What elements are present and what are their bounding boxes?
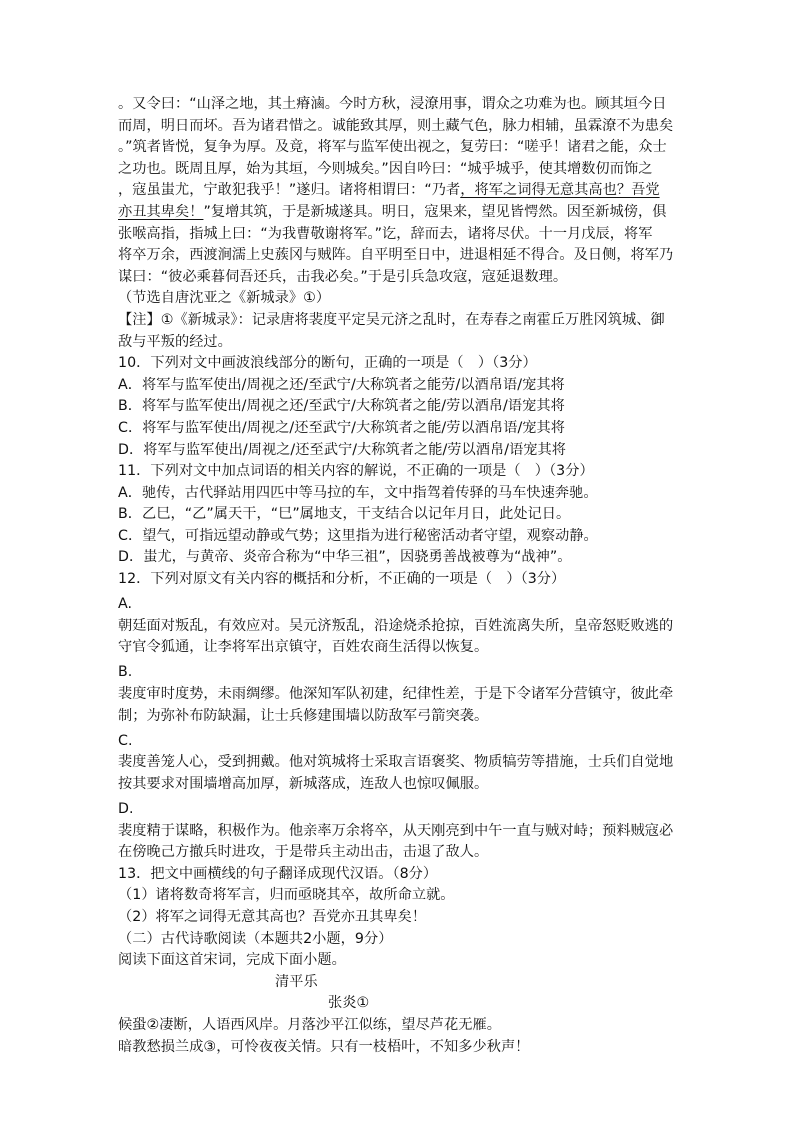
q10-option: C．将军与监军使出/周视之/还至武宁/大称筑者之能/劳以酒帛语/宠其将 bbox=[118, 419, 565, 436]
underlined-sentence: 亦丑其卑矣！ bbox=[118, 203, 204, 220]
poem-title: 清平乐 bbox=[275, 973, 318, 990]
poem-line: 候蛩②凄断，人语西风岸。月落沙平江似练，望尽芦花无雁。 bbox=[118, 1016, 501, 1033]
underlined-sentence: ，将军之词得无意其高也？吾党 bbox=[460, 182, 660, 199]
section-heading: （二）古代诗歌阅读（本题共2小题，9分） bbox=[118, 930, 393, 947]
q12-option-text: 裴度审时度势，未雨绸缪。他深知军队初建，纪律性差，于是下令诸军分营镇守，彼此牵 bbox=[118, 686, 674, 703]
q12-option-letter: B. bbox=[118, 664, 133, 681]
q12-option-text: 在傍晚己方撤兵时进攻，于是带兵主动出击，击退了敌人。 bbox=[118, 844, 489, 861]
passage-line: 之功也。既周且厚，始为其垣，今则城矣。”因自吟曰：“城乎城乎，使其增数仞而饰之 bbox=[118, 160, 653, 177]
q10-option: A．将军与监军使出/周视之还/至武宁/大称筑者之能劳/以酒帛语/宠其将 bbox=[118, 376, 565, 393]
passage-source: （节选自唐沈亚之《新城录》①） bbox=[118, 290, 331, 307]
passage-line: 。”筑者皆悦，复争为厚。及竟，将军与监军使出视之，复劳曰：“嗟乎！诸君之能，众士 bbox=[118, 139, 667, 156]
q11-option: B．乙巳，“乙”属天干，“巳”属地支，干支结合以记年月日，此处记日。 bbox=[118, 506, 571, 523]
q12-option-text: 守官令狐通，让李将军出京镇守，百姓农商生活得以恢复。 bbox=[118, 639, 489, 656]
document-page bbox=[118, 94, 674, 1058]
note-line: 【注】①《新城录》：记录唐将裴度平定吴元济之乱时，在寿春之南霍丘万胜冈筑城、御 bbox=[118, 311, 665, 328]
q12-option-text: 按其要求对围墙增高加厚，新城落成，连敌人也惊叹佩服。 bbox=[118, 775, 489, 792]
passage-line bbox=[118, 180, 670, 202]
poem-author: 张炎① bbox=[328, 995, 370, 1012]
passage-line: 张喉高指，指城上曰：“为我曹敬谢将军。”讫，辞而去，诸将尽伏。十一月戊辰，将军 bbox=[118, 225, 653, 242]
question-10-stem: 10．下列对文中画波浪线部分的断句，正确的一项是（ ）（3分） bbox=[118, 355, 537, 372]
passage-line bbox=[118, 202, 670, 224]
q11-option: D．蚩尤，与黄帝、炎帝合称为“中华三祖”，因骁勇善战被尊为“战神”。 bbox=[118, 549, 572, 566]
poetry-instruction: 阅读下面这首宋词，完成下面小题。 bbox=[118, 952, 346, 969]
passage-line: 将卒万余，西渡涧濡上史蔟冈与贼阵。自平明至日中，进退相延不得合。及日侧，将军乃 bbox=[118, 247, 674, 264]
q10-option: D．将军与监军使出/周视之/还至武宁/大称筑者之能/劳以酒帛/语宠其将 bbox=[118, 441, 567, 458]
q11-option: A．驰传，古代驿站用四匹中等马拉的车，文中指驾着传驿的马车快速奔驰。 bbox=[118, 484, 598, 501]
q13-item: （1）诸将数奇将军言，归而亟晓其卒，故所命立就。 bbox=[118, 887, 455, 904]
q12-option-letter: D. bbox=[118, 801, 134, 817]
passage-text: ”复增其筑，于是新城遂具。明日，寇果来，望见皆愕然。因至新城傍，俱 bbox=[203, 203, 667, 220]
q12-option-letter: C. bbox=[118, 732, 133, 749]
passage-line: 。又令曰：“山泽之地，其土瘠滷。今时方秋，浸潦用事，谓众之功难为也。顾其垣今日 bbox=[118, 96, 667, 112]
passage-line: 谋曰：“彼必乘暮伺吾还兵，击我必矣。”于是引兵急攻寇，寇延退数理。 bbox=[118, 268, 568, 285]
note-line: 敌与平叛的经过。 bbox=[118, 333, 232, 350]
q10-option: B．将军与监军使出/周视之还/至武宁/大称筑者之能/劳以酒帛/语宠其将 bbox=[118, 398, 565, 415]
q11-option: C．望气，可指远望动静或气势；这里指为进行秘密活动者守望，观察动静。 bbox=[118, 527, 598, 544]
question-13-stem: 13．把文中画横线的句子翻译成现代汉语。（8分） bbox=[118, 865, 438, 882]
q12-option-text: 朝廷面对叛乱，有效应对。吴元济叛乱，沿途烧杀抢掠，百姓流离失所，皇帝怒贬败逃的 bbox=[118, 617, 674, 634]
q12-option-text: 制；为弥补布防缺漏，让士兵修建围墙以防敌军弓箭突袭。 bbox=[118, 707, 489, 724]
passage-text: ，寇虽蚩尤，宁敢犯我乎！”遂归。诸将相谓曰：“乃者 bbox=[118, 182, 461, 199]
question-11-stem: 11．下列对文中加点词语的相关内容的解说，不正确的一项是（ ）（3分） bbox=[118, 463, 594, 480]
poem-line: 暗教愁损兰成③，可怜夜夜关情。只有一枝梧叶，不知多少秋声！ bbox=[118, 1038, 530, 1055]
passage-line: 而周，明日而坏。吾为诸君惜之。诚能致其厚，则土藏气色，脉力相辅，虽霖潦不为患矣 bbox=[118, 117, 674, 134]
q12-option-text: 裴度精于谋略，积极作为。他亲率万余将卒，从天刚亮到中午一直与贼对峙；预料贼寇必 bbox=[118, 822, 674, 839]
q12-option-text: 裴度善笼人心，受到拥戴。他对筑城将士采取言语褒奖、物质犒劳等措施，士兵们自觉地 bbox=[118, 754, 674, 771]
q13-item: （2）将军之词得无意其高也？吾党亦丑其卑矣！ bbox=[118, 908, 427, 925]
question-12-stem: 12．下列对原文有关内容的概括和分析，不正确的一项是（ ）（3分） bbox=[118, 571, 566, 588]
q12-option-letter: A. bbox=[118, 596, 133, 613]
